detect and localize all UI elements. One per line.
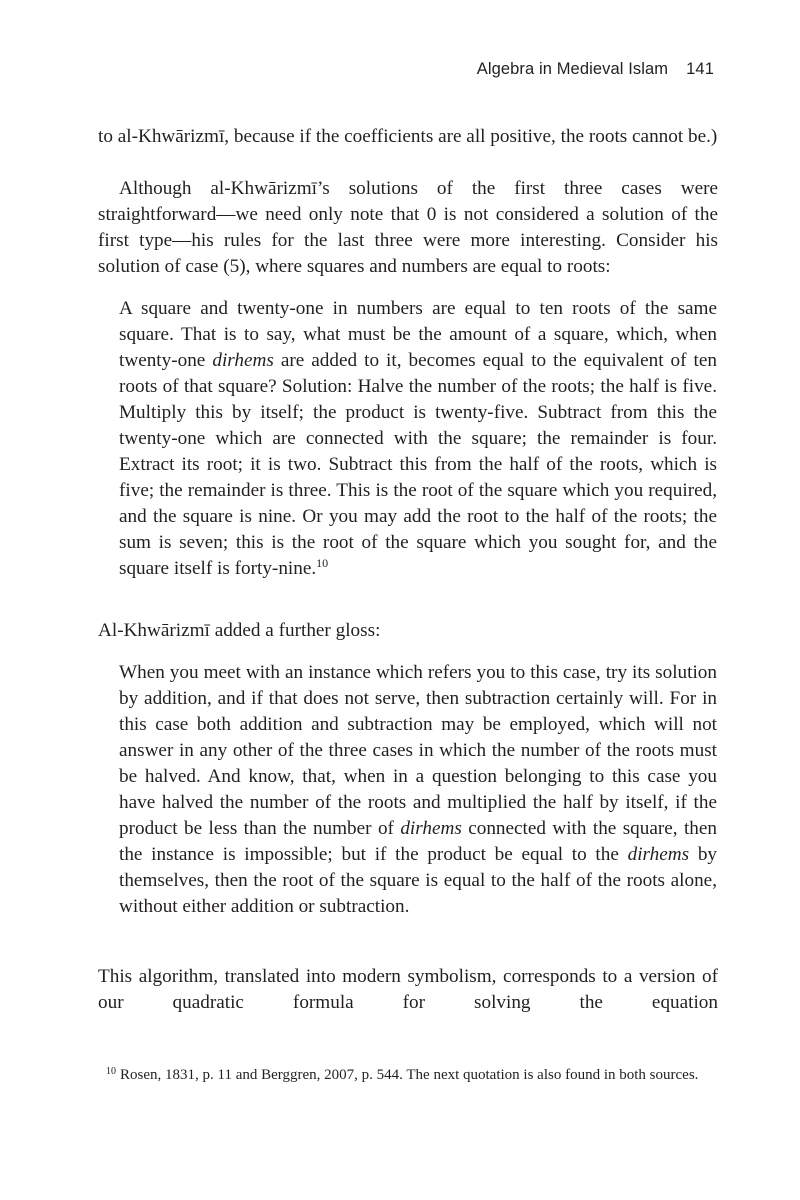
block-quote-text [119,660,717,920]
block-quote-text [119,296,717,582]
page-number: 141 [686,60,714,78]
block-quote-case-5 [119,296,717,582]
running-head [477,60,714,79]
block-quote-gloss [119,660,717,920]
paragraph-solutions [98,176,718,280]
footnote-text: Rosen, 1831, p. 11 and Berggren, 2007, p. 544. The next quotation is also found in both sources. [120,1067,699,1083]
italic-term: dirhems [627,844,690,865]
paragraph-text: This algorithm, translated into modern symbolism, corresponds to a version of our quadratic formula for solving the equation [98,966,718,1013]
paragraph-continuation [98,124,718,150]
paragraph-text: Although al-Khwārizmī’s solutions of the first three cases were straightforward—we need only note that 0 is not considered a solution of the first type—his rules for the last three were more interesting. Consider his solution of case (5), where squares and numbers are equal to roots: [98,178,718,277]
italic-term: dirhems [212,350,274,371]
italic-term: dirhems [400,818,462,839]
paragraph-text: to al-Khwārizmī, because if the coefficients are all positive, the roots cannot be.) [98,126,718,147]
quote-text-part: A square and twenty-one in numbers are equal to ten roots of the same square. That is to say, what must be the amount of a square, which, when twenty-one [119,298,717,371]
quote-text-part: are added to it, becomes equal to the equivalent of ten roots of that square? Solution: Halve the number of the roots; the half is five. Multiply this by itself; the product is twenty-five. Subtract from this the twenty-one which are connected with the square; the remainder is four. Extract its root; it is two. Subtract this from the half of the roots, which is five; the remainder is three. This is the root of the square which you required, and the square is nine. Or you may add the root to the half of the roots; the sum is seven; this is the root of the square which you sought for, and the square itself is forty-nine. [119,350,717,579]
running-title: Algebra in Medieval Islam [476,60,669,78]
quote-text-part: connected with the square, then the instance is impossible; but if the product be equal to the [119,818,718,865]
paragraph-text: Al-Khwārizmī added a further gloss: [98,620,381,641]
footnote-reference[interactable]: 10 [316,556,329,570]
quote-text-part: When you meet with an instance which refers you to this case, try its solution by addition, and if that does not serve, then subtraction certainly will. For in this case both addition and subtraction may be employed, which will not answer in any other of the three cases in which the number of the roots must be halved. And know, that, when in a question belonging to this case you have halved the number of the roots and multiplied the half by itself, if the product be less than the number of [119,662,717,839]
paragraph-gloss-intro [98,618,718,644]
quote-text-part: by themselves, then the root of the square is equal to the half of the roots alone, without either addition or subtraction. [119,844,718,917]
paragraph-algorithm [98,964,718,1016]
footnote-number: 10 [106,1066,116,1077]
footnote [98,1066,718,1085]
